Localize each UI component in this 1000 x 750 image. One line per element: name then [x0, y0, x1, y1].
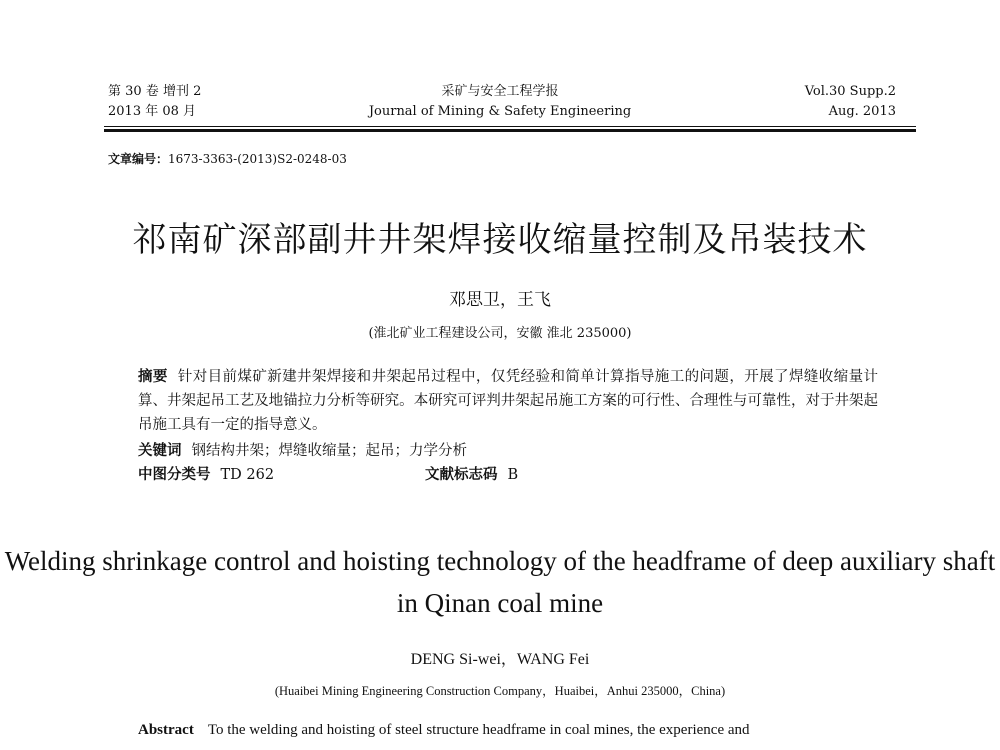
paper-title-en: Welding shrinkage control and hoisting technology of the headframe of deep auxiliary shaft in Qinan coal mine [4, 546, 996, 618]
keywords-cn-text: 钢结构井架；焊缝收缩量；起吊；力学分析 [191, 443, 467, 459]
document-code-value: B [507, 467, 519, 483]
journal-volume-info-en [805, 82, 896, 122]
abstract-en-label: Abstract [138, 722, 194, 738]
document-code-label: 文献标志码 [425, 466, 498, 483]
header-rule-thin [104, 126, 916, 127]
volume-supplement: Vol.30 Supp.2 [804, 84, 896, 99]
publication-date-cn: 2013 年 08 月 [108, 104, 197, 119]
article-number-value: 1673-3363-(2013)S2-0248-03 [168, 152, 347, 166]
authors-cn: 邓思卫，王飞 [449, 290, 551, 310]
affiliation-cn: (淮北矿业工程建设公司，安徽 淮北 235000) [368, 326, 632, 341]
abstract-cn-label: 摘要 [138, 368, 168, 385]
journal-name-cn: 采矿与安全工程学报 [441, 84, 559, 99]
journal-name-en: Journal of Mining & Safety Engineering [368, 104, 632, 119]
classification-number [138, 463, 274, 487]
paper-title-cn: 祁南矿深部副井井架焊接收缩量控制及吊装技术 [132, 220, 868, 260]
volume-issue: 第 30 卷 增刊 2 [108, 84, 202, 99]
abstract-cn [138, 365, 878, 437]
classification-label: 中图分类号 [138, 466, 211, 483]
keywords-cn-label: 关键词 [138, 442, 182, 459]
abstract-en [138, 722, 750, 739]
article-number-label: 文章编号： [108, 152, 169, 166]
classification-value: TD 262 [220, 467, 275, 483]
publication-date-en: Aug. 2013 [828, 104, 896, 119]
keywords-cn [138, 439, 467, 463]
affiliation-en: (Huaibei Mining Engineering Construction Company，Huaibei，Anhui 235000，China) [274, 684, 726, 698]
article-number [108, 150, 347, 167]
abstract-cn-text: 针对目前煤矿新建井架焊接和井架起吊过程中，仅凭经验和简单计算指导施工的问题，开展了焊缝收缩量计算、井架起吊工艺及地锚拉力分析等研究。本研究可评判井架起吊施工方案的可行性、合理性与可靠性，对于井架起吊施工具有一定的指导意义。 [138, 369, 878, 433]
document-code [425, 463, 518, 487]
abstract-en-text: To the welding and hoisting of steel structure headframe in coal mines, the experience and [207, 722, 750, 738]
authors-en: DENG Si-wei，WANG Fei [410, 651, 590, 668]
header-rule-thick [104, 129, 916, 132]
